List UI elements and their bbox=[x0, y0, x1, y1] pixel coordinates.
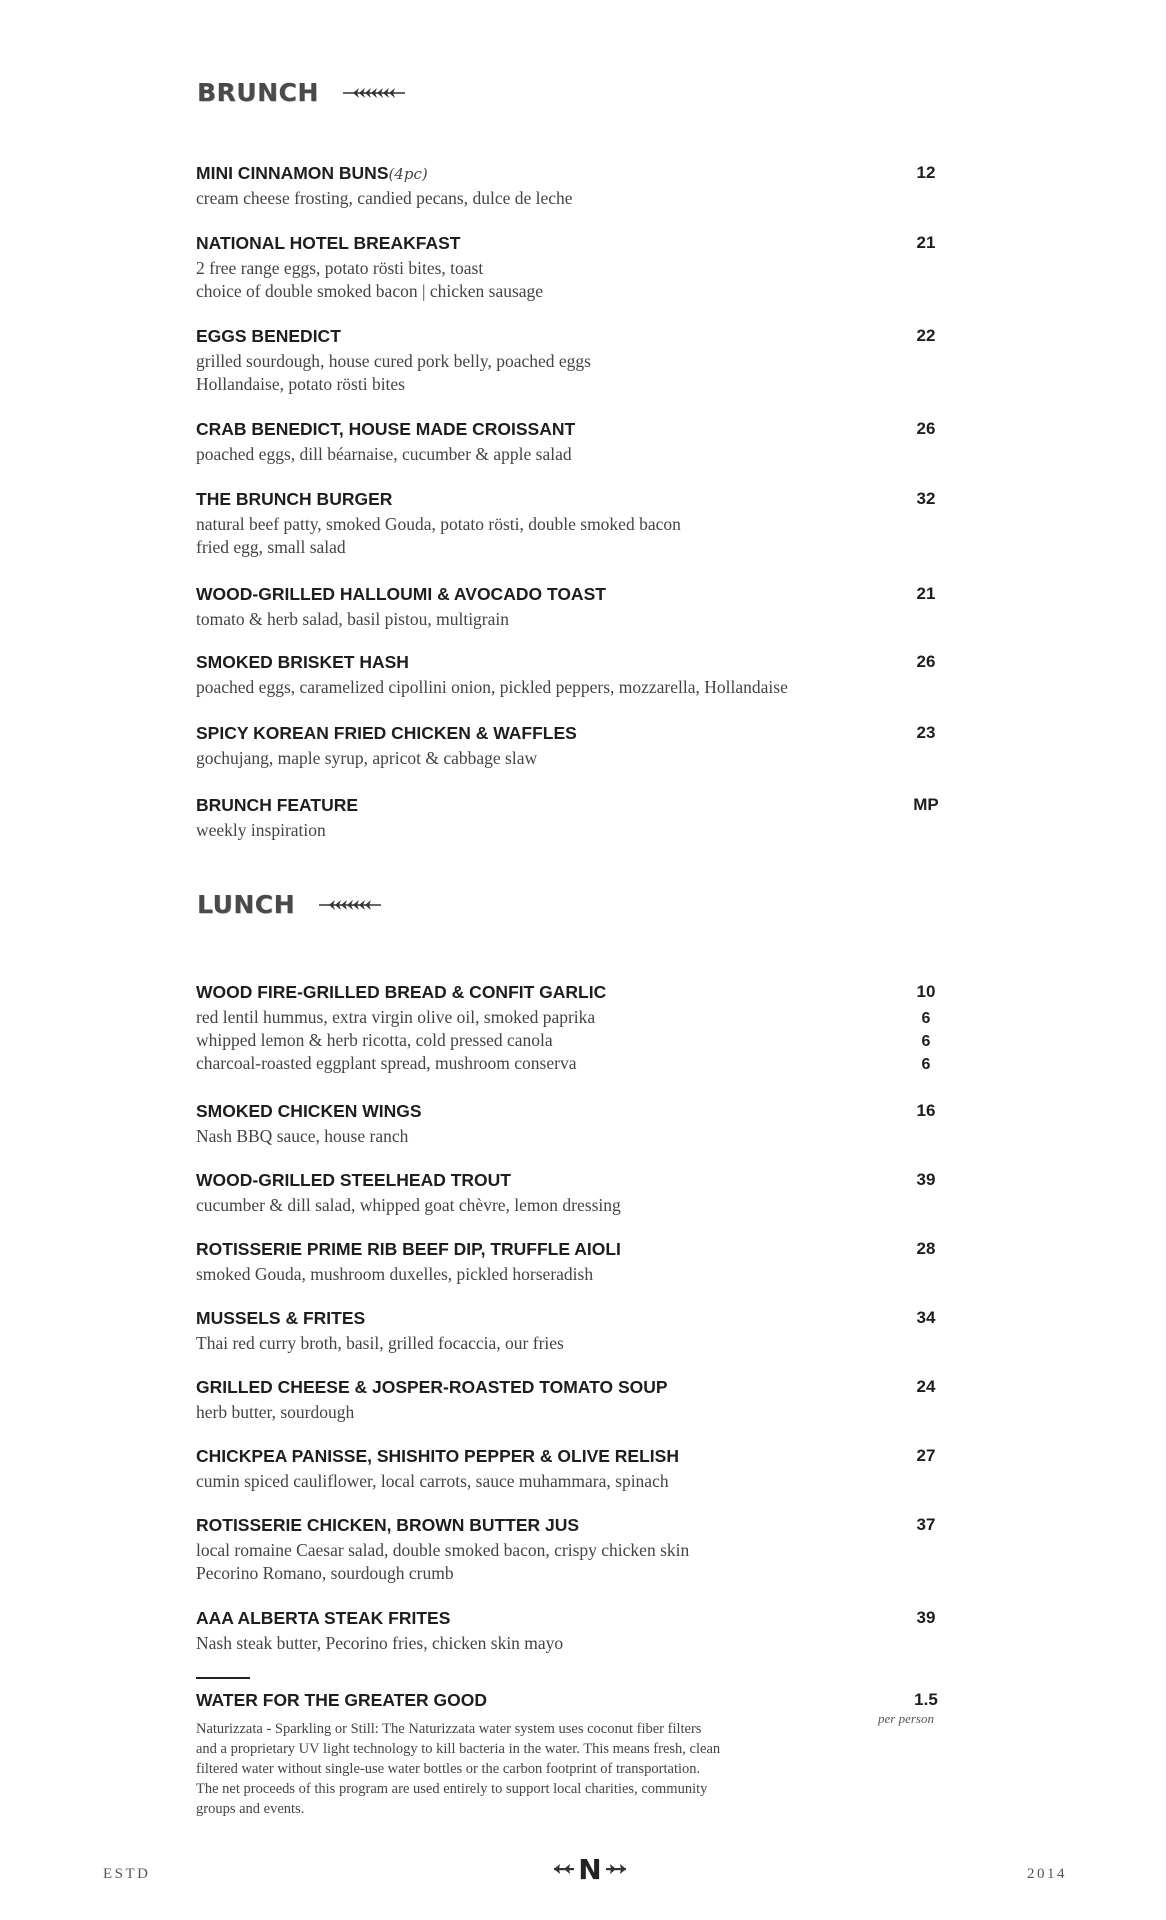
lunch-title: LUNCH bbox=[197, 890, 296, 919]
item-description: smoked Gouda, mushroom duxelles, pickled horseradish bbox=[196, 1264, 594, 1284]
menu-item bbox=[196, 981, 956, 1075]
menu-item bbox=[196, 1607, 956, 1655]
item-description: gochujang, maple syrup, apricot & cabbage slaw bbox=[196, 748, 538, 768]
item-price: 26 bbox=[916, 652, 936, 671]
item-name: MUSSELS & FRITES bbox=[196, 1308, 366, 1328]
item-description: poached eggs, dill béarnaise, cucumber & apple salad bbox=[196, 444, 572, 464]
wheat-ornament-icon bbox=[343, 87, 405, 99]
item-price: 23 bbox=[916, 723, 936, 742]
item-price: MP bbox=[913, 795, 939, 814]
item-description: red lentil hummus, extra virgin olive oil, smoked paprika whipped lemon & herb ricotta, cold pressed canola charcoal-roasted eggplant spread, mushroom conserva 6 6 6 bbox=[196, 1006, 956, 1075]
menu-item bbox=[196, 325, 956, 396]
item-name: WOOD FIRE-GRILLED BREAD & CONFIT GARLIC bbox=[196, 982, 607, 1002]
menu-item bbox=[196, 1169, 956, 1217]
menu-item bbox=[196, 583, 956, 631]
sub-price: 6 bbox=[921, 1056, 931, 1073]
item-description: Nash BBQ sauce, house ranch bbox=[196, 1126, 409, 1146]
item-name: AAA ALBERTA STEAK FRITES bbox=[196, 1608, 451, 1628]
item-description: cumin spiced cauliflower, local carrots, sauce muhammara, spinach bbox=[196, 1471, 669, 1491]
item-name: NATIONAL HOTEL BREAKFAST bbox=[196, 233, 461, 253]
item-name: ROTISSERIE CHICKEN, BROWN BUTTER JUS bbox=[196, 1515, 580, 1535]
item-price: 21 bbox=[916, 584, 936, 603]
water-description: Naturizzata - Sparkling or Still: The Naturizzata water system uses coconut fiber filters and a proprietary UV light technology to kill bacteria in the water. This means fresh, clean filtered water without single-use water bottles or the carbon footprint of transportation. The net proceeds of this program are used entirely to support local charities, community groups and events. bbox=[196, 1721, 721, 1817]
item-price: 32 bbox=[916, 489, 936, 508]
item-price: 22 bbox=[916, 326, 936, 345]
sub-price: 6 bbox=[921, 1010, 931, 1027]
item-price: 12 bbox=[916, 163, 936, 182]
sub-price: 6 bbox=[921, 1033, 931, 1050]
item-price: 39 bbox=[916, 1170, 936, 1189]
menu-item bbox=[196, 162, 956, 210]
item-name: WATER FOR THE GREATER GOOD bbox=[196, 1690, 488, 1710]
item-description: tomato & herb salad, basil pistou, multigrain bbox=[196, 609, 510, 629]
item-name: ROTISSERIE PRIME RIB BEEF DIP, TRUFFLE AIOLI bbox=[196, 1239, 621, 1259]
menu-item bbox=[196, 418, 956, 466]
item-price: 24 bbox=[916, 1377, 936, 1396]
menu-item bbox=[196, 232, 956, 303]
water-item bbox=[196, 1689, 956, 1819]
item-description: weekly inspiration bbox=[196, 820, 326, 840]
item-name: EGGS BENEDICT bbox=[196, 326, 341, 346]
item-name: SPICY KOREAN FRIED CHICKEN & WAFFLES bbox=[196, 723, 577, 743]
item-name: GRILLED CHEESE & JOSPER-ROASTED TOMATO SOUP bbox=[196, 1377, 668, 1397]
item-price: 37 bbox=[916, 1515, 936, 1534]
menu-item bbox=[196, 1445, 956, 1493]
wheat-ornament-icon bbox=[319, 899, 381, 911]
menu-item bbox=[196, 794, 956, 842]
brunch-title: BRUNCH bbox=[197, 78, 319, 107]
brunch-heading bbox=[197, 78, 405, 107]
item-note: (4pc) bbox=[388, 165, 428, 183]
item-description: natural beef patty, smoked Gouda, potato rösti, double smoked bacon fried egg, small salad bbox=[196, 514, 681, 557]
menu-item bbox=[196, 1376, 956, 1424]
item-name: SMOKED BRISKET HASH bbox=[196, 652, 409, 672]
menu-item bbox=[196, 488, 956, 559]
menu-item bbox=[196, 1307, 956, 1355]
menu-item bbox=[196, 651, 956, 699]
menu-item bbox=[196, 1100, 956, 1148]
item-price: 27 bbox=[916, 1446, 936, 1465]
footer-year: 2014 bbox=[1027, 1866, 1067, 1882]
lunch-heading bbox=[197, 890, 381, 919]
logo-letter: N bbox=[578, 1854, 602, 1884]
menu-item bbox=[196, 1514, 956, 1585]
item-description: poached eggs, caramelized cipollini onion, pickled peppers, mozzarella, Hollandaise bbox=[196, 677, 788, 697]
n-logo-icon bbox=[554, 1854, 626, 1884]
item-description: grilled sourdough, house cured pork belly, poached eggs Hollandaise, potato rösti bites bbox=[196, 351, 591, 394]
item-name: BRUNCH FEATURE bbox=[196, 795, 359, 815]
item-price: 39 bbox=[916, 1608, 936, 1627]
item-description: Nash steak butter, Pecorino fries, chicken skin mayo bbox=[196, 1633, 564, 1653]
item-description: cream cheese frosting, candied pecans, dulce de leche bbox=[196, 188, 573, 208]
item-price: 16 bbox=[916, 1101, 936, 1120]
item-name: WOOD-GRILLED HALLOUMI & AVOCADO TOAST bbox=[196, 584, 606, 604]
footer-estd: ESTD bbox=[103, 1866, 151, 1882]
item-price: 28 bbox=[916, 1239, 936, 1258]
divider bbox=[196, 1677, 250, 1679]
menu-item bbox=[196, 722, 956, 770]
item-description: Thai red curry broth, basil, grilled focaccia, our fries bbox=[196, 1333, 564, 1353]
menu-item bbox=[196, 1238, 956, 1286]
item-price: 1.5 bbox=[914, 1690, 938, 1709]
item-name: WOOD-GRILLED STEELHEAD TROUT bbox=[196, 1170, 511, 1190]
item-name: THE BRUNCH BURGER bbox=[196, 489, 393, 509]
item-name: CRAB BENEDICT, HOUSE MADE CROISSANT bbox=[196, 419, 576, 439]
item-price: 21 bbox=[916, 233, 936, 252]
item-name: CHICKPEA PANISSE, SHISHITO PEPPER & OLIVE RELISH bbox=[196, 1446, 679, 1466]
item-description: local romaine Caesar salad, double smoked bacon, crispy chicken skin Pecorino Romano, sourdough crumb bbox=[196, 1540, 690, 1583]
item-price: 34 bbox=[916, 1308, 936, 1327]
item-name: SMOKED CHICKEN WINGS bbox=[196, 1101, 422, 1121]
item-name: MINI CINNAMON BUNS bbox=[196, 163, 389, 183]
price-note: per person bbox=[878, 1711, 934, 1726]
item-description: cucumber & dill salad, whipped goat chèvre, lemon dressing bbox=[196, 1195, 621, 1215]
item-price: 26 bbox=[916, 419, 936, 438]
item-price: 10 bbox=[916, 982, 936, 1001]
item-description: herb butter, sourdough bbox=[196, 1402, 355, 1422]
item-description: 2 free range eggs, potato rösti bites, toast choice of double smoked bacon | chicken sausage bbox=[196, 258, 544, 301]
